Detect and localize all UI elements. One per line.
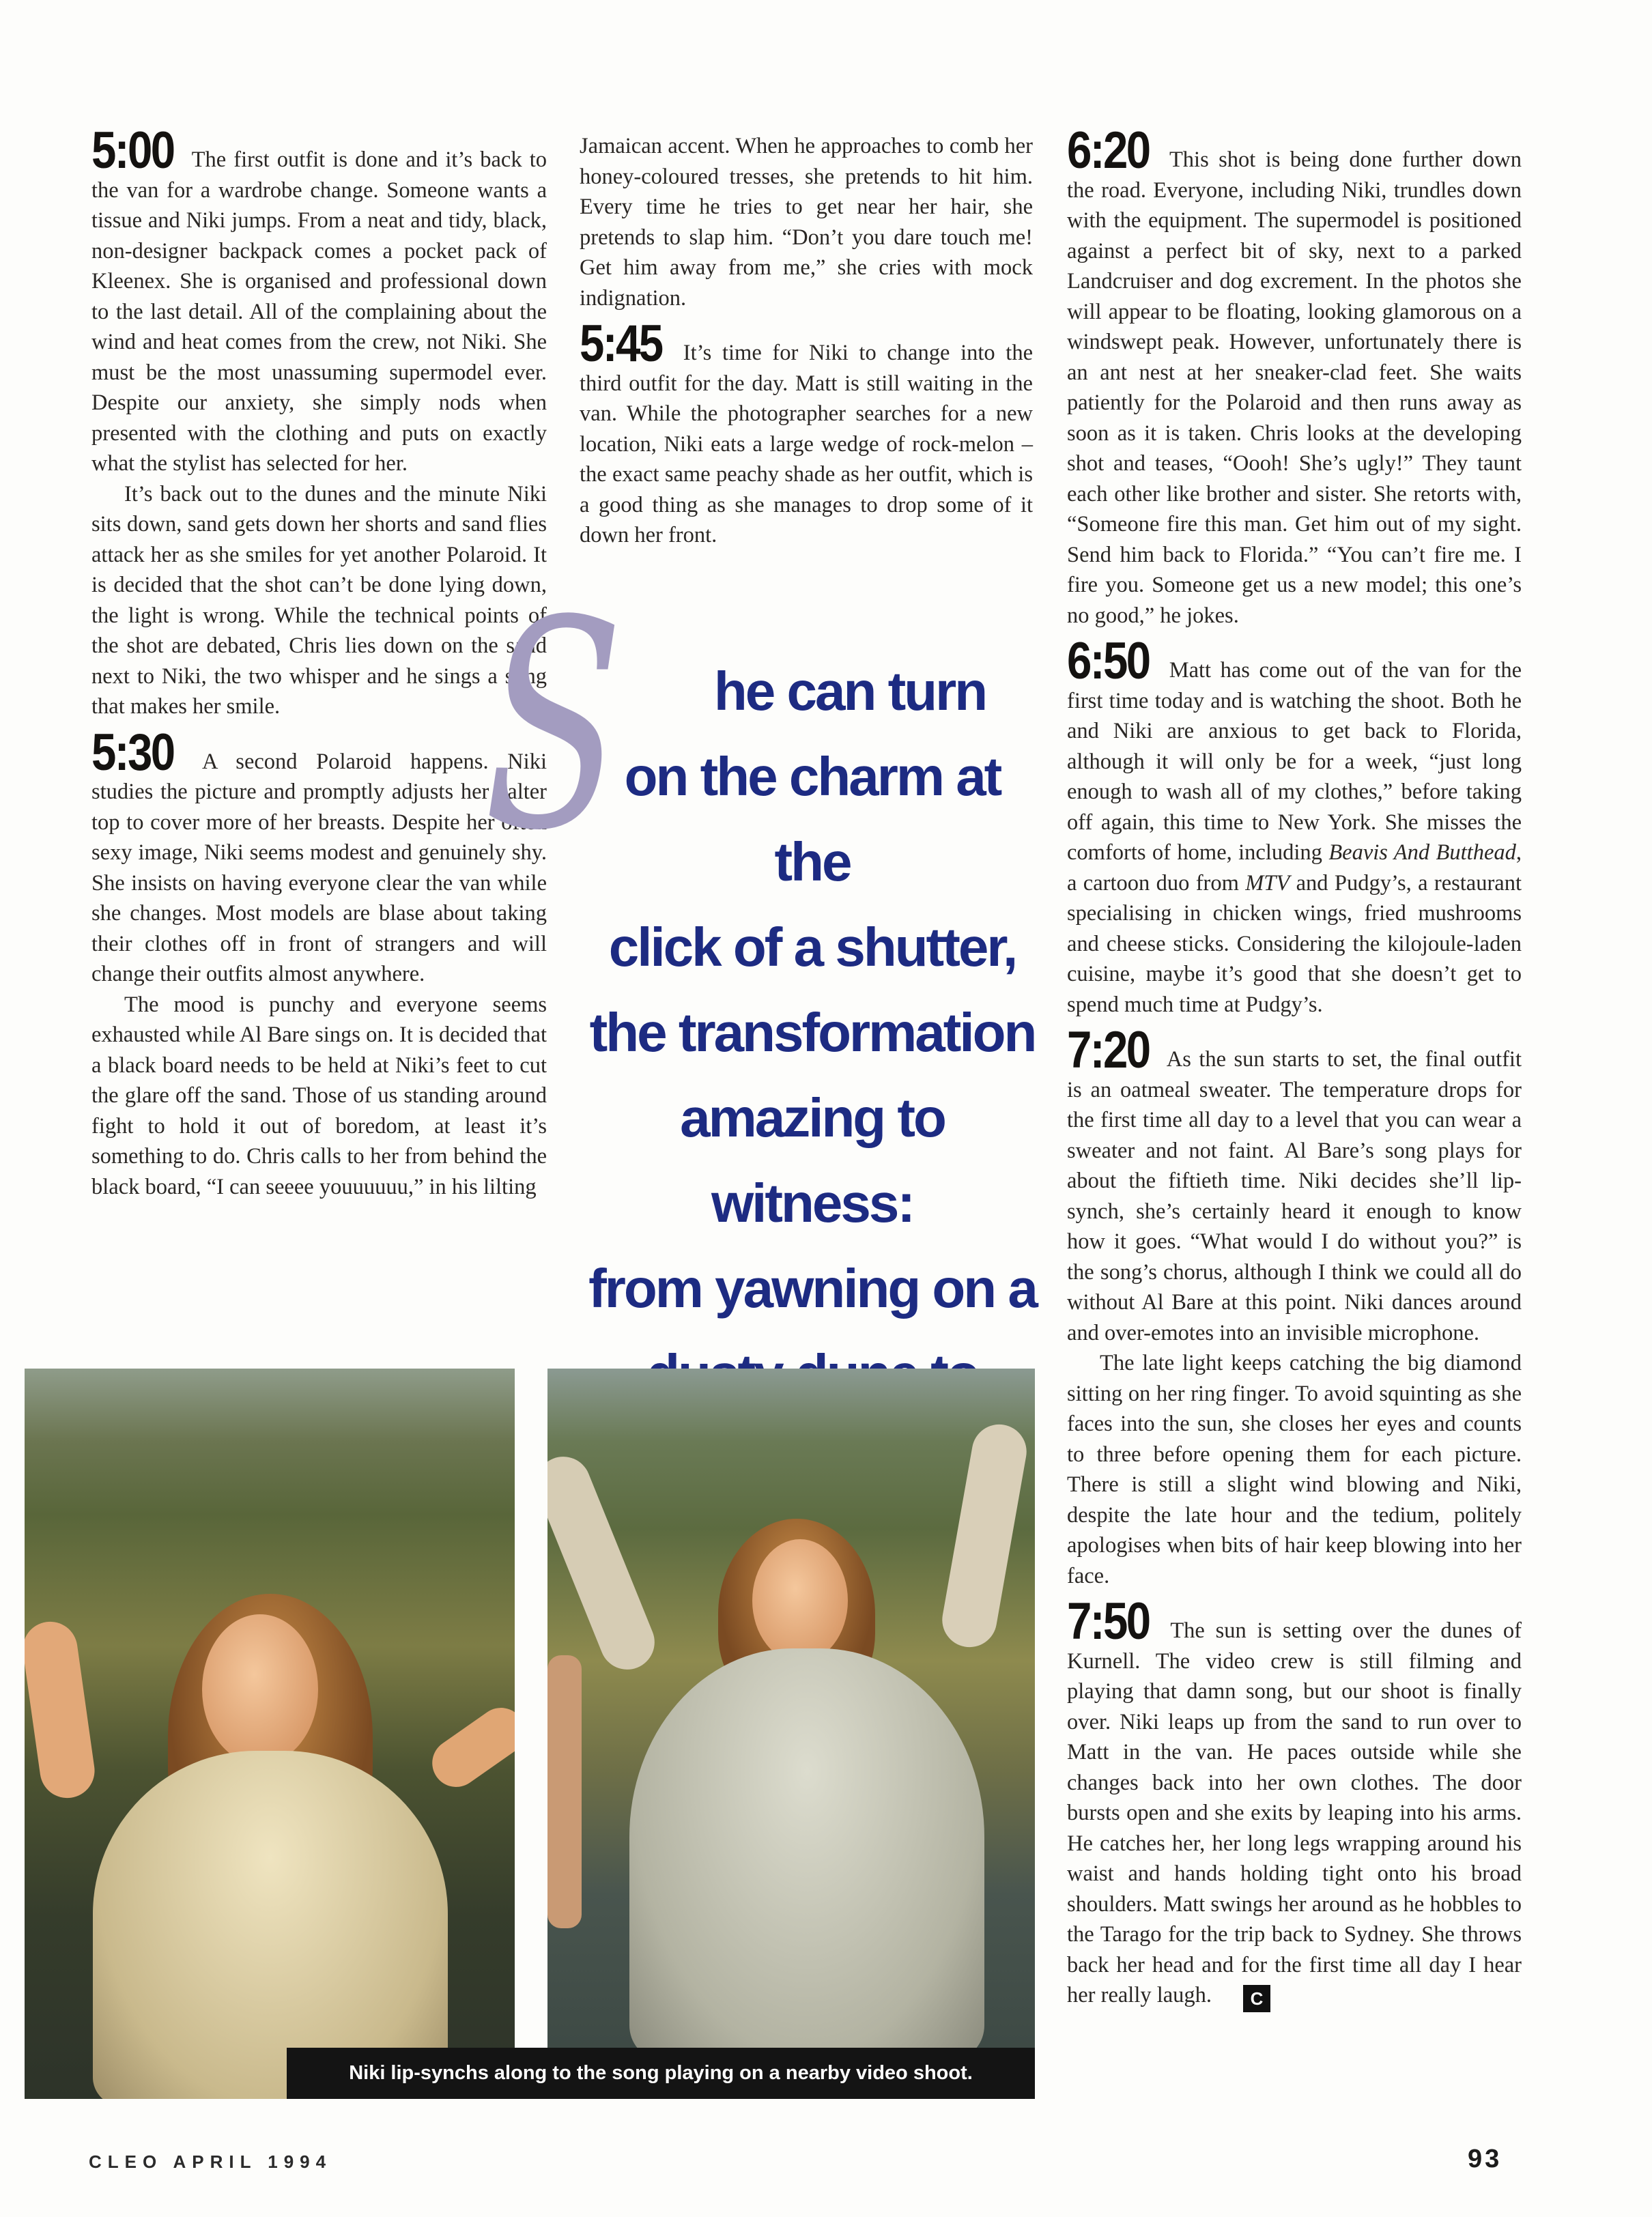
paragraph: Jamaican accent. When he approaches to comb her honey-coloured tresses, she pretends to hit him. Every time he tries to get near her hair, she pretends to slap him. “Don’t you dare touch me! Get him away from me,” she cries with mock indignation. xyxy=(580,134,1033,311)
pullquote-drop-cap: S xyxy=(459,560,646,893)
time-heading: 6:50 xyxy=(1067,632,1150,690)
time-heading: 6:20 xyxy=(1067,121,1150,180)
paragraph: A second Polaroid happens. Niki studies the picture and promptly adjusts her halter top to cover more of her breasts. Despite her often sexy image, Niki seems modest and genuinely shy. She insists on having everyone clear the van while she changes. Most models are blase about taking their clothes off in front of strangers and will change their outfits almost anywhere. xyxy=(91,749,547,986)
page-number: 93 xyxy=(1468,2145,1503,2173)
paragraph: Matt has come out of the van for the first time today and is watching the shoot. Both he and Niki are anxious to get back to Florida, although it will only be for a week, “just long enough to wash all of my clothes,” before taking off again, this time to New York. She misses the comforts of home, including xyxy=(1067,658,1522,865)
article-column-3 xyxy=(1067,121,1522,2012)
time-heading: 7:50 xyxy=(1067,1592,1150,1650)
time-heading: 5:00 xyxy=(91,121,174,180)
paragraph: The late light keeps catching the big diamond sitting on her ring finger. To avoid squinting as she faces into the sun, she closes her eyes and counts to three before opening them for each picture. There is still a slight wind blowing and Niki, despite the late hour and the tedium, politely apologises when bits of hair keep blowing into her face. xyxy=(1067,1351,1522,1588)
footer-magazine-issue: CLEO APRIL 1994 xyxy=(89,2151,332,2172)
pullquote-line: the transformation xyxy=(589,1002,1036,1063)
photo-caption: Niki lip-synchs along to the song playing on a nearby video shoot. xyxy=(287,2048,1035,2099)
paragraph: and Pudgy’s, a restaurant specialising in chicken wings, fried mushrooms and cheese sticks. Considering the kilojoule-laden cuisine, maybe it’s good that she doesn’t get to spend much time at Pudgy’s. xyxy=(1067,870,1522,1017)
pullquote-line: click of a shutter, xyxy=(608,917,1016,977)
time-heading: 5:30 xyxy=(91,723,174,782)
paragraph: It’s back out to the dunes and the minute Niki sits down, sand gets down her shorts and sand flies attack her as she smiles for yet another Polaroid. It is decided that the shot can’t be done lying down, the light is wrong. While the technical points of the shot are debated, Chris lies down on the sand next to Niki, the two whisper and he sings a song that makes her smile. xyxy=(91,481,547,719)
paragraph: , a cartoon duo from xyxy=(1067,840,1522,896)
paragraph: The first outfit is done and it’s back to the van for a wardrobe change. Someone wants a tissue and Niki jumps. From a neat and tidy, black, non-designer backpack comes a pocket pack of Kleenex. She is organised and professional down to the last detail. All of the complaining about the wind and heat comes from the crew, not Niki. She must be the most unassuming supermodel ever. Despite our anxiety, she simply nods when presented with the clothing and puts on exactly what the stylist has selected for her. xyxy=(91,147,547,476)
article-column-2 xyxy=(580,131,1033,551)
paragraph: As the sun starts to set, the final outfit is an oatmeal sweater. The temperature drops for the first time all day to a level that you can wear a sweater and not faint. Al Bare’s song plays for about the fiftieth time. Niki decides she’ll lip-synch, she’s certainly heard it enough to know how it goes. “What would I do without you?” is the song’s chorus, although I think we could all do without Al Bare at this point. Niki dances around and over-emotes into an invisible microphone. xyxy=(1067,1047,1522,1345)
paragraph: The sun is setting over the dunes of Kurnell. The video crew is still filming and playing that damn song, but our shoot is finally over. Niki leaps up from the sand to run over to Matt in the van. He paces outside while she changes back into her own clothes. The door bursts open and she exits by leaping into his arms. He catches her, her long legs wrapping around his waist and hands holding tight onto his broad shoulders. Matt swings her around as he hobbles to the Tarago for the trip back to Sydney. She throws back her head and for the first time all day I hear her really laugh. xyxy=(1067,1618,1522,2007)
time-heading: 5:45 xyxy=(580,315,662,373)
pullquote-line: he can turn xyxy=(713,661,986,721)
photo-niki-left xyxy=(25,1369,515,2099)
italic-title: MTV xyxy=(1245,870,1290,896)
article-column-1 xyxy=(91,121,547,1202)
photo-niki-right xyxy=(547,1369,1035,2099)
time-heading: 7:20 xyxy=(1067,1021,1150,1079)
pullquote-line: on the charm at the xyxy=(624,746,1001,892)
end-of-article-mark: C xyxy=(1243,1985,1270,2012)
pullquote-line: from yawning on a xyxy=(588,1258,1036,1319)
paragraph: It’s time for Niki to change into the third outfit for the day. Matt is still waiting in the van. While the photographer searches for a new location, Niki eats a large wedge of rock-melon – the exact same peachy shade as her outfit, which is a good thing as she manages to drop some of it down her front. xyxy=(580,341,1033,547)
italic-title: Beavis And Butthead xyxy=(1328,840,1516,865)
paragraph: The mood is punchy and everyone seems exhausted while Al Bare sings on. It is decided that a black board needs to be held at Niki’s feet to cut the glare off the sand. Those of us standing around fight to hold it out of boredom, at least it’s something to do. Chris calls to her from behind the black board, “I can seeee youuuuuu,” in his lilting xyxy=(91,992,547,1199)
pullquote xyxy=(587,642,1038,1319)
pullquote-line: amazing to witness: xyxy=(680,1087,945,1233)
paragraph: This shot is being done further down the road. Everyone, including Niki, trundles down with the equipment. The supermodel is positioned against a perfect bit of sky, next to a parked Landcruiser and dog excrement. In the photos she will appear to be floating, looking glamorous on a windswept peak. However, unfortunately there is an ant nest at her sneaker-clad feet. She waits patiently for the Polaroid and then runs away as soon as it is taken. Chris looks at the developing shot and teases, “Oooh! She’s ugly!” They taunt each other like brother and sister. She retorts with, “Someone fire this man. Get him out of my sight. Send him back to Florida.” “You can’t fire me. I fire you. Someone get us a new model; this one’s no good,” he jokes. xyxy=(1067,147,1522,628)
